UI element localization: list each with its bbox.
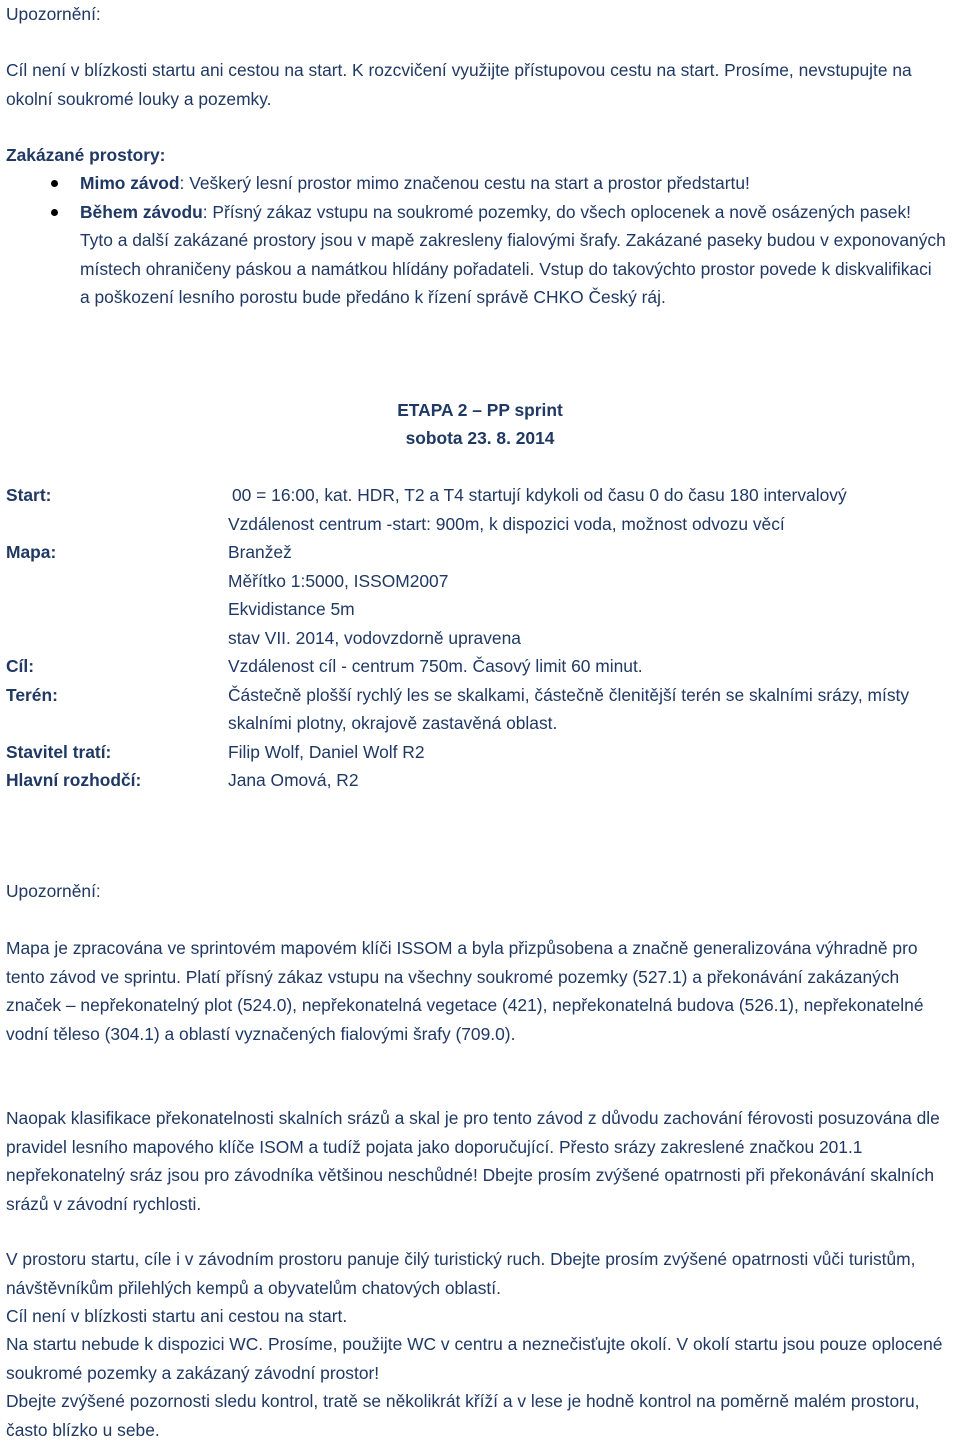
top-warning-title: Upozornění: xyxy=(6,4,101,24)
forbidden-item-text: Veškerý lesní prostor mimo značenou cestu na start a prostor předstartu! xyxy=(189,173,750,193)
info-line: Částečně plošší rychlý les se skalkami, částečně členitější terén se skalními srázy, místy skalními plotny, okrajově zastavěná oblast. xyxy=(228,684,910,733)
info-value xyxy=(228,481,954,538)
info-table xyxy=(6,481,954,795)
info-row-course-setter xyxy=(6,738,954,767)
stage-title: ETAPA 2 – PP sprint xyxy=(397,400,563,420)
info-label: Terén: xyxy=(6,684,58,705)
info-value xyxy=(228,652,954,681)
info-label: Start: xyxy=(6,485,52,505)
top-warning-text: Cíl není v blízkosti startu ani cestou na start. K rozcvičení využijte přístupovou cestu na start. Prosíme, nevstupujte na okolní soukromé louky a pozemky. xyxy=(6,60,912,109)
bottom-warning-paragraph: Dbejte zvýšené pozornosti sledu kontrol, tratě se několikrát kříží a v lese je hodně kontrol na poměrně malém prostoru, často blízko u sebe. xyxy=(6,1391,920,1440)
info-row-referee xyxy=(6,766,954,795)
bullet-icon xyxy=(51,180,58,187)
info-label: Cíl: xyxy=(6,656,35,676)
forbidden-title: Zakázané prostory: xyxy=(6,145,166,165)
info-value xyxy=(228,766,954,795)
info-label: Mapa: xyxy=(6,542,57,562)
info-label: Stavitel tratí: xyxy=(6,741,112,762)
forbidden-list xyxy=(6,169,946,312)
info-row-map xyxy=(6,538,954,652)
info-line: Ekvidistance 5m xyxy=(228,599,355,619)
info-row-finish xyxy=(6,652,954,681)
info-line: Filip Wolf, Daniel Wolf R2 xyxy=(228,741,425,762)
bullet-icon xyxy=(51,209,58,216)
info-row-start xyxy=(6,481,954,538)
stage-date: sobota 23. 8. 2014 xyxy=(405,428,555,448)
info-line: Branžež xyxy=(228,542,292,562)
list-item: Během závodu: Přísný zákaz vstupu na soukromé pozemky, do všech oplocenek a nově osázených pasek! Tyto a další zakázané prostory jsou v mapě zakresleny fialovými šrafy. Zakázané paseky budou v exponovaných místech ohraničeny páskou a namátkou hlídány pořadateli. Vstup do takovýchto prostor povede k diskvalifikaci a poškození lesního porostu bude předáno k řízení správě CHKO Český ráj. xyxy=(6,198,946,312)
bottom-warning-paragraph: V prostoru startu, cíle i v závodním prostoru panuje čilý turistický ruch. Dbejte prosím zvýšené opatrnosti vůči turistům, návštěvníkům přilehlých kempů a obyvatelům chatových oblastí. xyxy=(6,1249,916,1298)
info-line: Jana Omová, R2 xyxy=(228,770,359,790)
info-label: Hlavní rozhodčí: xyxy=(6,770,142,790)
info-line: 00 = 16:00, kat. HDR, T2 a T4 startují kdykoli od času 0 do času 180 intervalový xyxy=(232,485,847,505)
info-value xyxy=(228,681,954,738)
bottom-warning-paragraph: Mapa je zpracována ve sprintovém mapovém klíči ISSOM a byla přizpůsobena a značně generalizována výhradně pro tento závod ve sprintu. Platí přísný zákaz vstupu na všechny soukromé pozemky (527.1) a překonávání zakázaných značek – nepřekonatelný plot (524.0), nepřekonatelná vegetace (421), nepřekonatelná budova (526.1), nepřekonatelné vodní těleso (304.1) a oblastí vyznačených fialovými šrafy (709.0). xyxy=(6,938,924,1044)
info-row-terrain xyxy=(6,681,954,738)
list-item: Mimo závod: Veškerý lesní prostor mimo značenou cestu na start a prostor předstartu! xyxy=(6,169,946,198)
forbidden-item-lead: Mimo závod xyxy=(80,173,180,193)
info-line: Vzdálenost cíl - centrum 750m. Časový limit 60 minut. xyxy=(228,656,643,676)
info-line: Vzdálenost centrum -start: 900m, k dispozici voda, možnost odvozu věcí xyxy=(228,513,785,534)
info-value xyxy=(228,738,954,767)
bottom-warning-paragraph: Naopak klasifikace překonatelnosti skalních srázů a skal je pro tento závod z důvodu zachování férovosti posuzována dle pravidel lesního mapového klíče ISOM a tudíž pojata jako doporučující. Přesto srázy zakreslené značkou 201.1 nepřekonatelný sráz jsou pro závodníka většinou neschůdné! Dbejte prosím zvýšené opatrnosti při překonávání skalních srázů v závodní rychlosti. xyxy=(6,1108,940,1214)
forbidden-item-lead: Během závodu xyxy=(80,201,203,222)
bottom-warning-paragraph: Na startu nebude k dispozici WC. Prosíme, použijte WC v centru a neznečisťujte okolí. V okolí startu jsou pouze oplocené soukromé pozemky a zakázaný závodní prostor! xyxy=(6,1334,943,1383)
forbidden-item-text: Přísný zákaz vstupu na soukromé pozemky, do všech oplocenek a nově osázených pasek! Tyto a další zakázané prostory jsou v mapě zakresleny fialovými šrafy. Zakázané paseky budou v exponovaných místech ohraničeny páskou a namátkou hlídány pořadateli. Vstup do takovýchto prostor povede k diskvalifikaci a poškození lesního porostu bude předáno k řízení správě CHKO Český ráj. xyxy=(80,201,946,307)
info-value xyxy=(228,538,954,652)
bottom-warning-title: Upozornění: xyxy=(6,881,101,901)
bottom-warning-paragraph: Cíl není v blízkosti startu ani cestou na start. xyxy=(6,1306,348,1326)
info-line: stav VII. 2014, vodovzdorně upravena xyxy=(228,627,521,648)
info-line: Měřítko 1:5000, ISSOM2007 xyxy=(228,570,449,591)
